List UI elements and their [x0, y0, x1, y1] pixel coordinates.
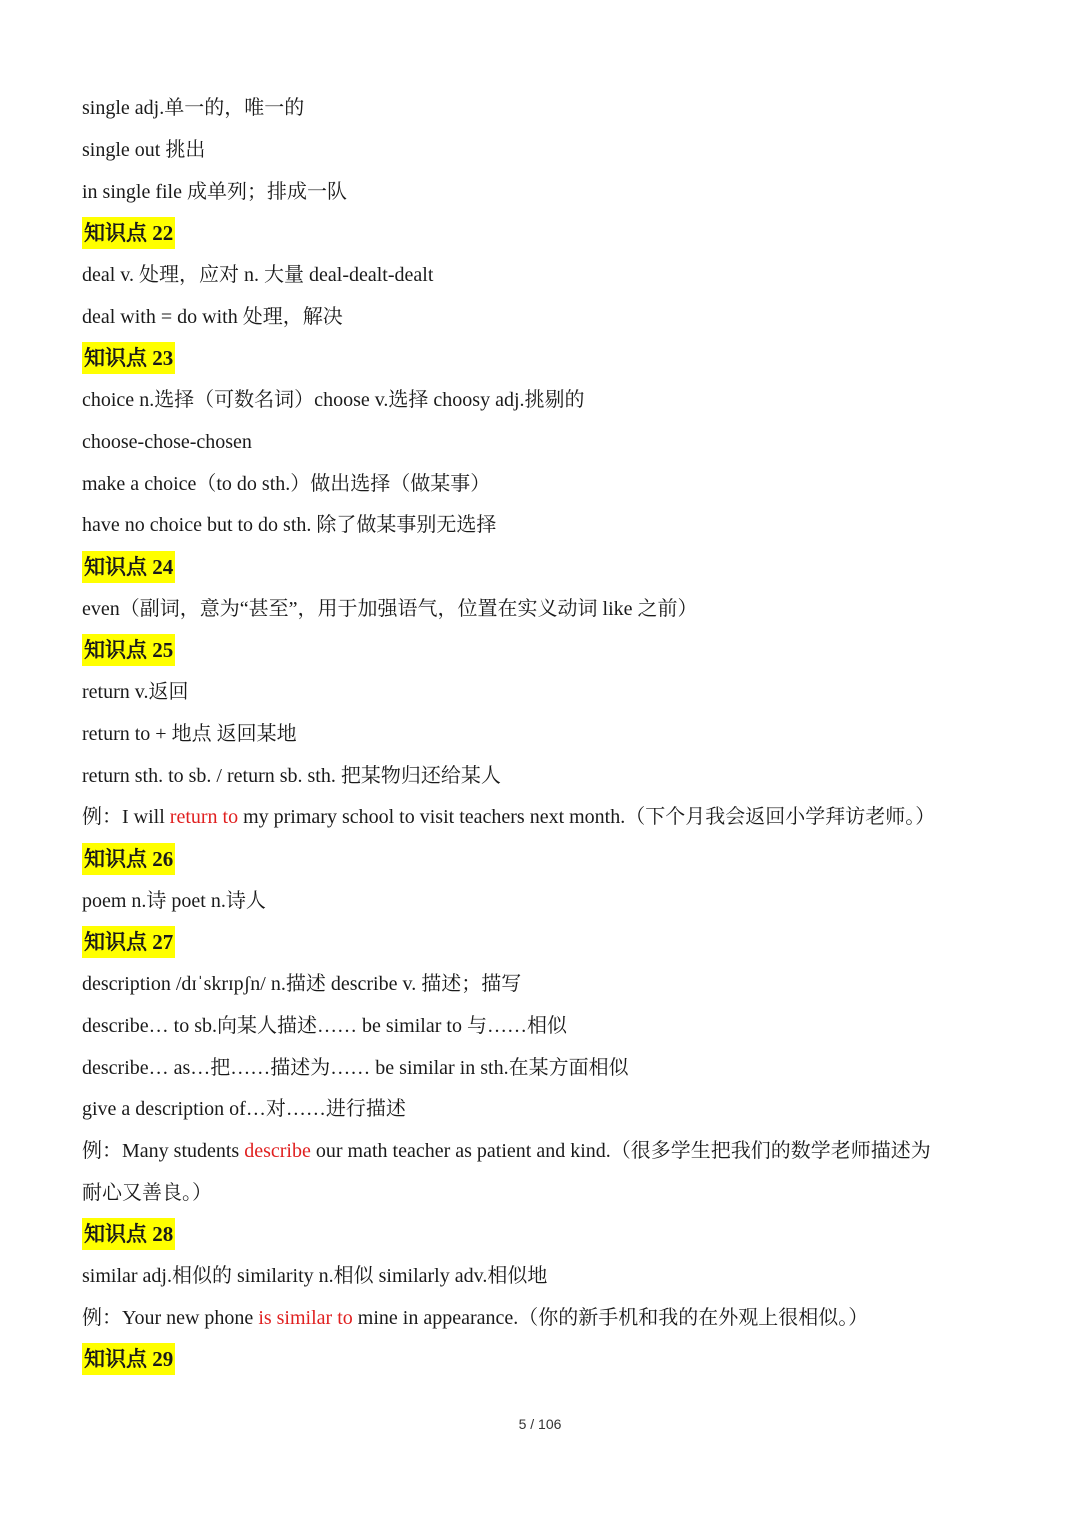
section-heading: 知识点 29: [82, 1346, 175, 1373]
highlighted-phrase: describe: [244, 1140, 311, 1162]
section-heading: 知识点 27: [82, 929, 175, 956]
section-heading: 知识点 26: [82, 846, 175, 873]
section-heading: 知识点 24: [82, 554, 175, 581]
highlighted-phrase: return to: [169, 806, 239, 828]
section-heading: 知识点 25: [82, 637, 175, 664]
text-line: make a choice（to do sth.）做出选择（做某事）: [82, 473, 491, 495]
text-line: choose-chose-chosen: [82, 431, 252, 453]
text-line: have no choice but to do sth. 除了做某事别无选择: [82, 514, 497, 536]
section-heading: 知识点 22: [82, 220, 175, 247]
section-heading: 知识点 28: [82, 1221, 175, 1248]
text-line: similar adj.相似的 similarity n.相似 similarly adv.相似地: [82, 1265, 548, 1287]
text-line: deal v. 处理，应对 n. 大量 deal-dealt-dealt: [82, 264, 434, 286]
text-line: return v.返回: [82, 681, 189, 703]
text-line: poem n.诗 poet n.诗人: [82, 890, 266, 912]
text-line: return sth. to sb. / return sb. sth. 把某物归还给某人: [82, 765, 501, 787]
text-line: even（副词，意为“甚至”，用于加强语气，位置在实义动词 like 之前）: [82, 598, 698, 620]
highlighted-phrase: is similar to: [258, 1307, 353, 1329]
example-line: 例：Many students describe our math teacher as patient and kind.（很多学生把我们的数学老师描述为: [82, 1140, 931, 1162]
text-line: deal with = do with 处理，解决: [82, 306, 343, 328]
text-line: describe… as…把……描述为…… be similar in sth.在某方面相似: [82, 1057, 629, 1079]
text-line: describe… to sb.向某人描述…… be similar to 与……相似: [82, 1015, 567, 1037]
text-line: description /dɪˈskrɪpʃn/ n.描述 describe v. 描述；描写: [82, 973, 522, 995]
text-line: single out 挑出: [82, 139, 206, 161]
page-number: 5 / 106: [518, 1416, 562, 1432]
example-line: 例：I will return to my primary school to visit teachers next month.（下个月我会返回小学拜访老师。）: [82, 806, 936, 828]
text-line: choice n.选择（可数名词）choose v.选择 choosy adj.挑剔的: [82, 389, 585, 411]
section-heading: 知识点 23: [82, 345, 175, 372]
text-line: 耐心又善良。）: [82, 1182, 212, 1204]
example-line: 例：Your new phone is similar to mine in appearance.（你的新手机和我的在外观上很相似。）: [82, 1307, 869, 1329]
text-line: single adj.单一的，唯一的: [82, 97, 305, 119]
text-line: give a description of…对……进行描述: [82, 1098, 406, 1120]
text-line: return to + 地点 返回某地: [82, 723, 297, 745]
text-line: in single file 成单列；排成一队: [82, 181, 347, 203]
